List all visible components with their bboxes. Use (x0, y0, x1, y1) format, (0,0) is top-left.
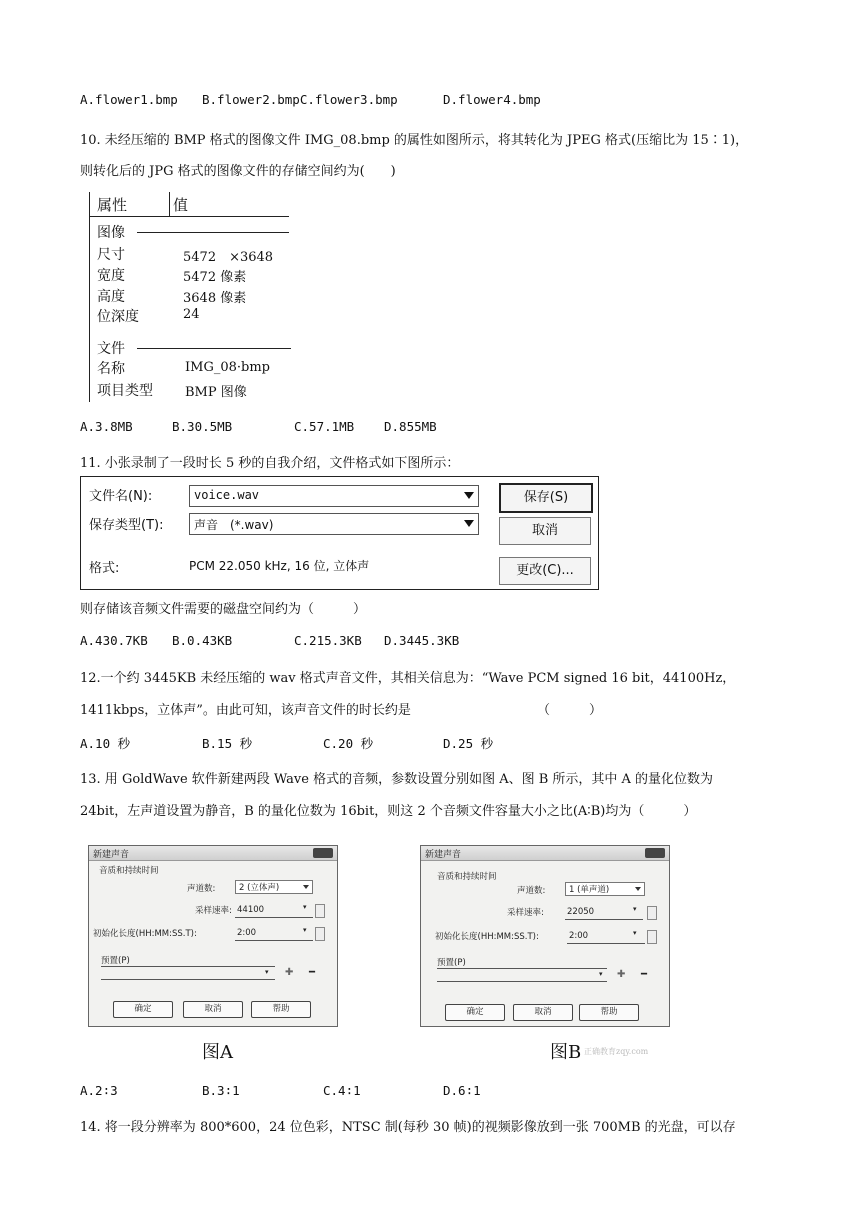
q12-option-a: A.10 秒 (80, 736, 131, 751)
filetype-combo[interactable] (189, 513, 479, 535)
dialog-a-titlebar (89, 846, 337, 861)
filetype-value: 声音 (*.wav) (194, 518, 274, 532)
dialog-a-help-button[interactable]: 帮助 (251, 1001, 311, 1018)
save-dialog-figure (80, 476, 599, 590)
dialog-a-cancel-button[interactable]: 取消 (183, 1001, 243, 1018)
chevron-down-icon (303, 885, 309, 889)
q10-option-c: C.57.1MB (294, 419, 355, 434)
add-preset-icon[interactable]: ✚ (285, 967, 294, 978)
dialog-b-titlebar (421, 846, 669, 861)
props-depth-value: 24 (183, 307, 200, 322)
save-button[interactable]: 保存(S) (499, 483, 593, 513)
dialog-b-cancel-button[interactable]: 取消 (513, 1004, 573, 1021)
chevron-down-icon: ▾ (599, 970, 603, 978)
props-name-value: IMG_08·bmp (185, 360, 270, 375)
chevron-down-icon: ▾ (303, 903, 307, 911)
filetype-label: 保存类型(T): (89, 518, 164, 533)
dialog-b-preset-label: 预置(P) (437, 958, 466, 968)
props-size-label: 尺寸 (97, 247, 125, 263)
filename-label: 文件名(N): (89, 489, 153, 504)
chevron-down-icon: ▾ (633, 905, 637, 913)
dialog-a-rate-spinner[interactable] (315, 904, 325, 918)
chevron-down-icon (464, 492, 474, 499)
props-type-label: 项目类型 (97, 383, 153, 399)
dialog-a-length-value: 2:00 (237, 928, 257, 938)
q10-text-line2: 则转化后的 JPG 格式的图像文件的存储空间约为( ) (80, 164, 396, 179)
chevron-down-icon (464, 520, 474, 527)
figure-b-caption: 图B (550, 1042, 582, 1063)
dialog-a-length-spinner[interactable] (315, 927, 325, 941)
close-icon[interactable] (645, 848, 665, 858)
change-button[interactable]: 更改(C)... (499, 557, 591, 585)
q12-option-c: C.20 秒 (323, 736, 374, 751)
q13-option-a: A.2∶3 (80, 1083, 118, 1098)
props-size-value: 5472 ×3648 (183, 250, 274, 265)
dialog-a-preset-label: 预置(P) (101, 956, 130, 966)
q12-text-line2: 1411kbps，立体声”。由此可知，该声音文件的时长约是 (80, 703, 411, 718)
q12-text-line1: 12.一个约 3445KB 未经压缩的 wav 格式声音文件，其相关信息为：“Wave PCM signed 16 bit，44100Hz， (80, 671, 736, 686)
dialog-a-channels-label: 声道数: (187, 884, 216, 894)
cancel-button[interactable]: 取消 (499, 517, 591, 545)
props-name-label: 名称 (97, 361, 125, 377)
q11-text-line1: 11. 小张录制了一段时长 5 秒的自我介绍，文件格式如下图所示： (80, 456, 460, 471)
remove-preset-icon[interactable]: ━ (641, 969, 648, 980)
dialog-b-channels-value: 1 (单声道) (569, 885, 610, 895)
dialog-a-title: 新建声音 (93, 850, 130, 860)
props-width-label: 宽度 (97, 268, 125, 284)
format-value: PCM 22.050 kHz, 16 位, 立体声 (189, 559, 370, 573)
q12-option-d: D.25 秒 (443, 736, 494, 751)
dialog-a-rate-label: 采样速率: (195, 906, 232, 916)
props-group-file: 文件 (97, 341, 125, 357)
q13-text-line1: 13. 用 GoldWave 软件新建两段 Wave 格式的音频，参数设置分别如图 A、图 B 所示，其中 A 的量化位数为 (80, 772, 714, 787)
q11-option-b: B.0.43KB (172, 633, 233, 648)
q12-answer-paren: （ ） (537, 703, 603, 718)
q9-option-bc: B.flower2.bmpC.flower3.bmp (202, 92, 398, 107)
props-width-value: 5472 像素 (183, 270, 247, 285)
q10-option-a: A.3.8MB (80, 419, 133, 434)
q11-text-line2: 则存储该音频文件需要的磁盘空间约为（ ） (80, 602, 367, 617)
chevron-down-icon: ▾ (265, 968, 269, 976)
q10-text-line1: 10. 未经压缩的 BMP 格式的图像文件 IMG_08.bmp 的属性如图所示，将其转化为 JPEG 格式(压缩比为 15∶1)， (80, 133, 749, 148)
q11-option-a: A.430.7KB (80, 633, 148, 648)
chevron-down-icon (635, 887, 641, 891)
remove-preset-icon[interactable]: ━ (309, 967, 316, 978)
dialog-b-length-value: 2:00 (569, 931, 589, 941)
dialog-b-help-button[interactable]: 帮助 (579, 1004, 639, 1021)
dialog-b-rate-label: 采样速率: (507, 908, 544, 918)
props-col-header-value: 值 (173, 196, 189, 214)
dialog-a-channels-select[interactable] (235, 880, 313, 894)
props-height-value: 3648 像素 (183, 291, 247, 306)
q13-option-c: C.4∶1 (323, 1083, 361, 1098)
q12-option-b: B.15 秒 (202, 736, 253, 751)
q13-option-b: B.3∶1 (202, 1083, 240, 1098)
goldwave-dialog-a (88, 845, 338, 1027)
dialog-a-ok-button[interactable]: 确定 (113, 1001, 173, 1018)
q9-option-d: D.flower4.bmp (443, 92, 541, 107)
dialog-b-channels-label: 声道数: (517, 886, 546, 896)
props-type-value: BMP 图像 (185, 385, 247, 400)
dialog-b-channels-select[interactable] (565, 882, 645, 896)
props-height-label: 高度 (97, 289, 125, 305)
chevron-down-icon: ▾ (303, 926, 307, 934)
filename-combo[interactable] (189, 485, 479, 507)
goldwave-dialog-b (420, 845, 670, 1027)
q10-option-d: D.855MB (384, 419, 437, 434)
dialog-b-length-label: 初始化长度(HH:MM:SS.T): (435, 932, 539, 942)
add-preset-icon[interactable]: ✚ (617, 969, 626, 980)
q11-option-d: D.3445.3KB (384, 633, 460, 648)
chevron-down-icon: ▾ (633, 929, 637, 937)
q9-option-a: A.flower1.bmp (80, 92, 178, 107)
figure-a-caption: 图A (202, 1042, 233, 1063)
q10-option-b: B.30.5MB (172, 419, 233, 434)
props-depth-label: 位深度 (97, 309, 139, 325)
close-icon[interactable] (313, 848, 333, 858)
dialog-b-rate-spinner[interactable] (647, 906, 657, 920)
q13-option-d: D.6∶1 (443, 1083, 481, 1098)
image-properties-figure (85, 188, 300, 406)
props-col-header-attr: 属性 (97, 196, 128, 214)
dialog-a-length-label: 初始化长度(HH:MM:SS.T): (93, 929, 197, 939)
dialog-b-rate-value: 22050 (567, 907, 595, 917)
props-group-image: 图像 (97, 225, 125, 241)
format-label: 格式: (89, 561, 120, 576)
dialog-b-section: 音质和持续时间 (437, 872, 497, 882)
dialog-a-section: 音质和持续时间 (99, 866, 159, 876)
q11-option-c: C.215.3KB (294, 633, 362, 648)
filename-value: voice.wav (194, 488, 260, 502)
q13-text-line2: 24bit，左声道设置为静音，B 的量化位数为 16bit，则这 2 个音频文件容量大小之比(A∶B)均为（ ） (80, 804, 697, 819)
dialog-b-ok-button[interactable]: 确定 (445, 1004, 505, 1021)
dialog-a-channels-value: 2 (立体声) (239, 883, 280, 893)
dialog-a-rate-value: 44100 (237, 905, 265, 915)
dialog-b-title: 新建声音 (425, 850, 462, 860)
dialog-b-length-spinner[interactable] (647, 930, 657, 944)
q14-text-line1: 14. 将一段分辨率为 800*600，24 位色彩，NTSC 制(每秒 30 帧)的视频影像放到一张 700MB 的光盘，可以存 (80, 1120, 736, 1135)
watermark: 正确教育zqy.com (584, 1047, 649, 1056)
